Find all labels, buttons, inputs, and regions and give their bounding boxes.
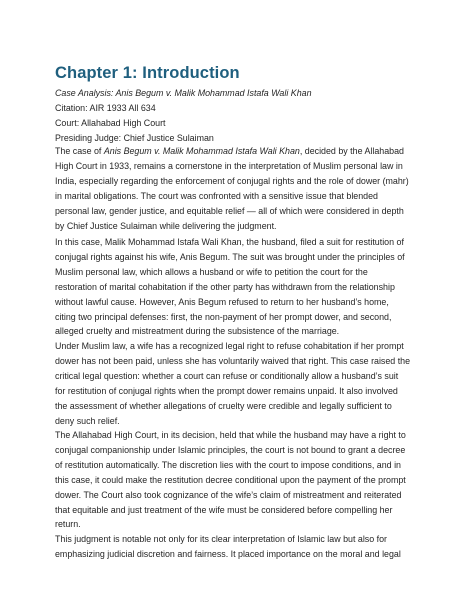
text-line: dower. The Court also took cognizance of the wife’s claim of mistreatment and reiterated (55, 489, 402, 500)
text-line: critical legal question: whether a court can refuse or conditionally allow a husband’s suit (55, 370, 399, 381)
text-line: conjugal companionship under Islamic principles, the court is not bound to grant a decree (55, 444, 406, 455)
text-line: alleged cruelty and mistreatment during the subsistence of the marriage. (55, 326, 340, 337)
text-run: The case of (55, 146, 104, 156)
text-line: this case, it could make the restitution decree conditional upon the payment of the prompt (55, 474, 406, 485)
citation-line: Citation: AIR 1933 All 634 (55, 103, 156, 113)
text-line: for restitution of conjugal rights when the prompt dower remains unpaid. It also involved (55, 385, 398, 396)
case-name-italic: Anis Begum v. Malik Mohammad Istafa Wali Khan (103, 146, 300, 156)
text-line: India, especially regarding the enforcement of conjugal rights and the role of dower (mahr) (55, 175, 409, 186)
text-line: the assessment of whether allegations of cruelty were credible and legally sufficient to (55, 400, 392, 411)
text-line: personal law, gender justice, and equitable relief — all of which were considered in depth (55, 205, 404, 216)
paragraph-4 (55, 428, 406, 532)
text-line: Muslim personal law, which allows a husband or wife to petition the court for the (55, 266, 368, 277)
text-line: restoration of marital cohabitation if the other party has withdrawn from the relationship (55, 281, 395, 292)
text-line (55, 144, 409, 159)
text-line: This judgment is notable not only for its clear interpretation of Islamic law but also for (55, 534, 387, 544)
text-line: In this case, Malik Mohammad Istafa Wali Khan, the husband, filed a suit for restitution of (55, 237, 404, 247)
case-analysis-line (55, 86, 312, 101)
text-line: that equitable and just treatment of the wife must be considered before compelling her (55, 504, 393, 515)
text-line: The Allahabad High Court, in its decision, held that while the husband may have a right to (55, 430, 406, 440)
case-analysis-label: Case Analysis: (55, 88, 116, 98)
text-line: conjugal rights against his wife, Anis Begum. The suit was brought under the principles of (55, 251, 405, 262)
text-line: dower has not been paid, unless she has voluntarily waived that right. This case raised the (55, 355, 411, 366)
text-line: deny such relief. (55, 415, 120, 426)
presiding-judge-line: Presiding Judge: Chief Justice Sulaiman (55, 133, 214, 143)
text-line: emphasizing judicial discretion and fairness. It placed importance on the moral and legal (55, 548, 401, 559)
text-line: without lawful cause. However, Anis Begum refused to return to her husband’s home, (55, 296, 389, 307)
text-line: citing two principal defenses: first, the non-payment of her prompt dower, and second, (55, 311, 392, 322)
text-line: of restitution automatically. The discretion lies with the court to impose conditions, and in (55, 459, 401, 470)
court-line: Court: Allahabad High Court (55, 118, 166, 128)
case-info-block (55, 86, 312, 146)
text-line: by Chief Justice Sulaiman while delivering the judgment. (55, 220, 277, 231)
text-line: return. (55, 519, 81, 530)
paragraph-2 (55, 235, 405, 339)
paragraph-1 (55, 144, 409, 233)
text-line: Under Muslim law, a wife has a recognized legal right to refuse cohabitation if her prompt (55, 341, 404, 351)
text-line: in marital obligations. The court was confronted with a sensitive issue that blended (55, 190, 378, 201)
paragraph-5 (55, 532, 401, 562)
text-line: High Court in 1933, remains a cornerstone in the interpretation of Muslim personal law in (55, 160, 403, 171)
case-analysis-title: Anis Begum v. Malik Mohammad Istafa Wali Khan (115, 88, 312, 98)
chapter-title: Chapter 1: Introduction (55, 64, 240, 82)
text-run: , decided by the Allahabad (299, 146, 404, 156)
paragraph-3 (55, 339, 410, 428)
